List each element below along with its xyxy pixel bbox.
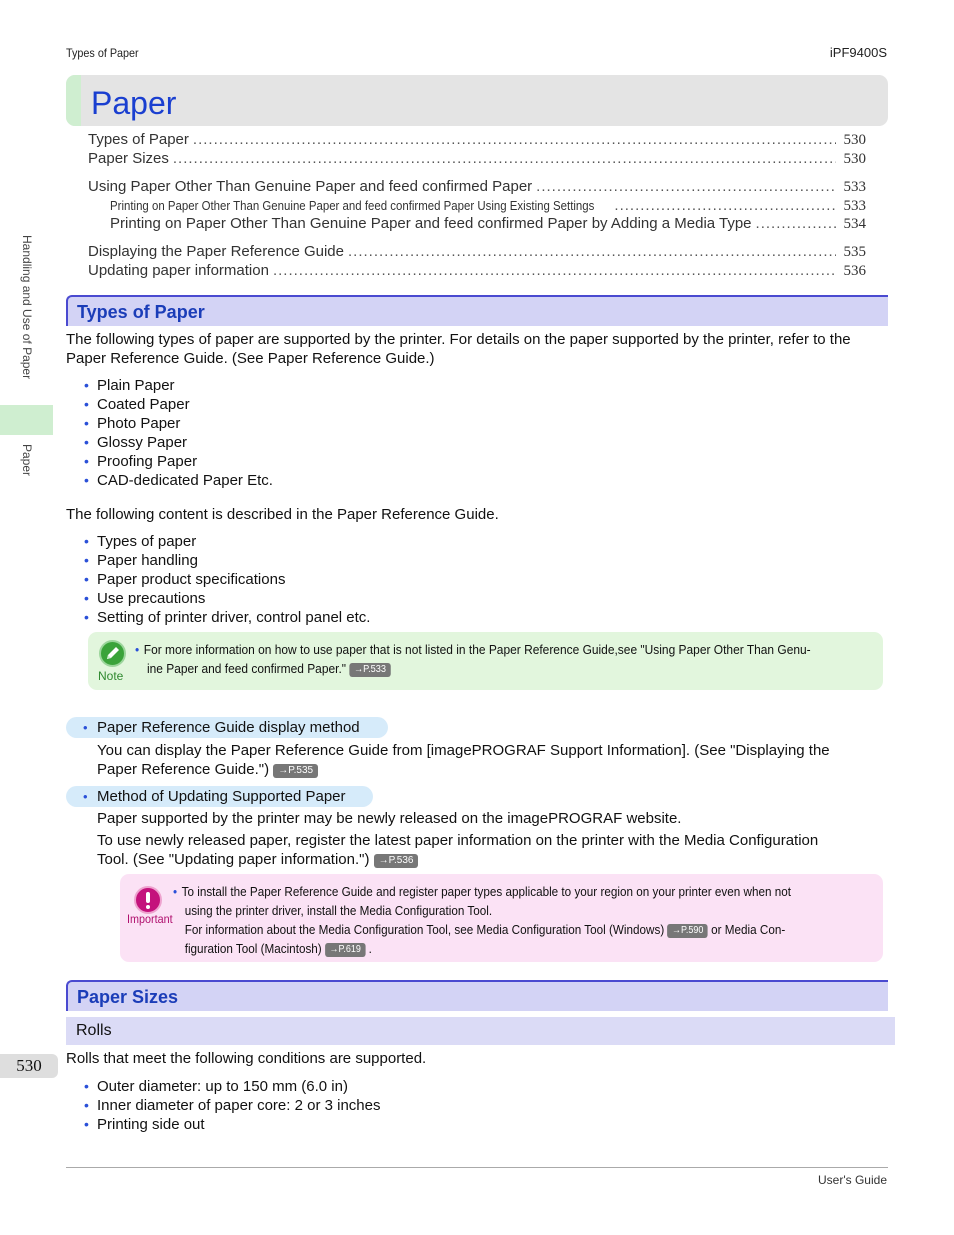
toc-page: 530 [843,151,866,167]
toc-label: Paper Sizes [88,150,169,167]
roll-conditions-list [84,1077,381,1134]
toc-entry[interactable] [88,150,866,169]
side-tab-section: Paper [20,444,34,477]
page-reference-link[interactable]: →P.590 [667,924,707,938]
list-item: • Photo Paper [84,414,273,433]
text-line: figuration Tool (Macintosh) [184,941,322,956]
toc-page: 533 [843,198,866,214]
list-item: • Coated Paper [84,395,273,414]
toc-label: Updating paper information [88,262,269,279]
toc-page: 533 [843,179,866,195]
guide-contents-list [84,532,370,627]
list-item: • Glossy Paper [84,433,273,452]
chapter-title: Paper [91,85,177,121]
toc-page: 536 [843,263,866,279]
toc-entry[interactable] [88,178,866,197]
subtopic-display-method: • Paper Reference Guide display method [66,717,388,738]
list-item: • Paper product specifications [84,570,370,589]
text-line: ine Paper and feed confirmed Paper." [146,661,347,676]
toc-entry[interactable] [88,131,866,150]
page-reference-link[interactable]: →P.533 [349,663,390,677]
text-line: or Media Con- [711,922,786,937]
toc-entry[interactable] [88,243,866,262]
section-heading-text: Types of Paper [77,302,205,322]
subsection-heading-rolls [66,1017,895,1045]
text-line: The following types of paper are supported by the printer. For details on the paper supported by the printer, refer to the [66,331,851,348]
text-line: For more information on how to use paper that is not listed in the Paper Reference Guide,see "Using Paper Other Than Genu- [143,642,811,657]
text-line: Paper Reference Guide.") [97,761,270,778]
toc-label: Printing on Paper Other Than Genuine Paper and feed confirmed Paper Using Existing Settings [110,198,595,213]
toc-entry[interactable] [110,197,866,216]
text-line: using the printer driver, install the Media Configuration Tool. [184,903,493,918]
text-line: To install the Paper Reference Guide and register paper types applicable to your region on your printer even when not [181,884,792,899]
list-item: • CAD-dedicated Paper Etc. [84,471,273,490]
side-tab-chapter: Handling and Use of Paper [20,235,34,380]
title-accent [66,75,81,126]
toc-page: 535 [843,244,866,260]
page-reference-link[interactable]: →P.535 [273,764,318,778]
running-header-model: iPF9400S [829,45,887,60]
list-item: • Plain Paper [84,376,273,395]
important-label: Important [127,912,173,926]
note-box [88,632,883,690]
text-line: For information about the Media Configuration Tool, see Media Configuration Tool (Windows) [184,922,665,937]
text-line: You can display the Paper Reference Guide from [imagePROGRAF Support Information]. (See "Displaying the [97,742,830,759]
list-item: • Printing side out [84,1115,381,1134]
page-number: 530 [0,1054,58,1078]
list-item: • Proofing Paper [84,452,273,471]
note-text: • For more information on how to use paper that is not listed in the Paper Reference Guide,see "Using Paper Other Than Genu- ine Paper and feed confirmed Paper." →P.533 [135,642,811,676]
footer-divider [66,1167,888,1168]
content-intro: The following content is described in the Paper Reference Guide. [66,506,499,523]
side-tab-marker [0,405,53,435]
rolls-intro: Rolls that meet the following conditions are supported. [66,1050,427,1067]
section-heading-types [66,295,888,326]
text-line: Tool. (See "Updating paper information.") [97,851,370,868]
page-reference-link[interactable]: →P.536 [374,854,419,868]
important-box [120,874,883,962]
list-item: • Types of paper [84,532,370,551]
toc-page: 530 [843,132,866,148]
toc-entry[interactable] [110,215,866,234]
paper-types-list [84,376,273,490]
text-line: Paper Reference Guide. (See Paper Reference Guide.) [66,350,435,367]
running-header-section: Types of Paper [66,46,139,60]
section-heading-sizes [66,980,888,1011]
list-item: • Paper handling [84,551,370,570]
list-item: • Inner diameter of paper core: 2 or 3 inches [84,1096,381,1115]
toc-label: Printing on Paper Other Than Genuine Paper and feed confirmed Paper by Adding a Media Type [110,215,752,232]
footer-guide-name: User's Guide [818,1173,887,1187]
list-item: • Setting of printer driver, control panel etc. [84,608,370,627]
exclamation-icon [134,886,162,914]
toc-entry[interactable] [88,262,866,281]
list-item: • Outer diameter: up to 150 mm (6.0 in) [84,1077,381,1096]
types-intro [66,330,888,368]
section-heading-text: Paper Sizes [77,987,179,1007]
subtopic-update-method: • Method of Updating Supported Paper [66,786,373,807]
toc-label: Using Paper Other Than Genuine Paper and feed confirmed Paper [88,178,533,195]
update-method-text [97,809,877,869]
text-line: . [368,941,372,956]
toc-label: Displaying the Paper Reference Guide [88,243,344,260]
important-text: • To install the Paper Reference Guide and register paper types applicable to your region on your printer even when not using the printer driver, install the Media Configuration Tool. For information about the Media Configuration Tool, see Media Configuration Tool (Windows) →P.590 or Media Con- figuration Tool (Macintosh) →P.619 . [173,882,875,958]
page-reference-link[interactable]: →P.619 [325,943,365,957]
text-line: To use newly released paper, register the latest paper information on the printer with the Media Configuration [97,832,819,849]
note-label: Note [98,669,124,683]
toc-page: 534 [843,216,866,232]
subsection-heading-text: Rolls [76,1022,112,1039]
text-line: Paper supported by the printer may be newly released on the imagePROGRAF website. [97,810,682,827]
pencil-icon [99,640,126,667]
toc-label: Types of Paper [88,131,189,148]
chapter-title-box [66,75,888,126]
list-item: • Use precautions [84,589,370,608]
display-method-text [97,741,877,779]
